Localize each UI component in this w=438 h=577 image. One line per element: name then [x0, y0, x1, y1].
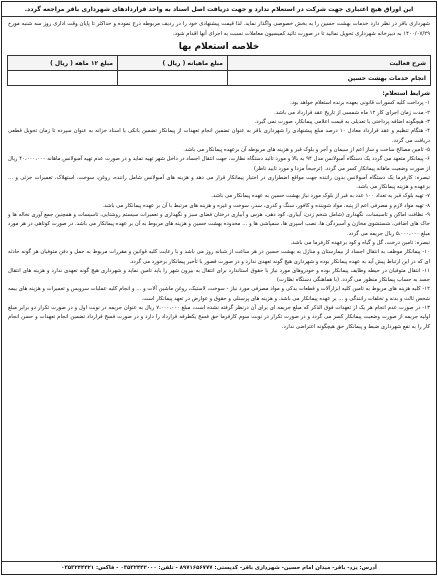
list-item: تبصره: تامین درخت، گل و گیاه و کود برعهده کارفرما می باشد. — [290, 239, 430, 246]
list-item: ۱۳- در صورت عدم انجام هر یک از تعهدات فوق الذکر که مبلغ جریمه ای برای آن درنظر گرفته نشده است، مبلغ ۷،۰۰۰،۰۰۰ ریال به عنوان جریمه در نوبت اول و در صورت تکرار دو برابر مبلغ اولیه جریمه از صورت وضعیت پیمانکار کسر می گردد و در صورت تکرار در نوبت سوم کارفرما حق فسخ یکطرفه قرارداد را دارد و در صورت فسخ قرارداد تضمین انجام تعهدات و حسن انجام کار را به نفع شهرداری ضبط و پیمانکار حق هیچگونه اعتراضی ندارد. — [8, 305, 430, 330]
summary-table-header-row — [8, 56, 431, 71]
summary-table — [7, 55, 431, 86]
list-item: ۱۱- انتقال متوفیان در حیطه وظایف پیمانکار بوده و خودروهای مورد نیاز با حقوق استاندارد برای انتقال به بیرون شهر را باید تامین نماید و شهرداری هیچ گونه تعهدی ندارد و هزینه های انتقال جسد به حساب پیمانکار منظور می گردد. (با هماهنگی دستگاه نظارت) — [8, 267, 430, 284]
col-header-annual: مبلغ ۱۲ ماهه ( ریال ) — [8, 56, 118, 71]
list-item: ۳- هیچگونه اضافه پرداختی یا تعدیلی به قیمت اعلامی پیمانکار، صورت نمی گیرد. — [254, 119, 430, 126]
document-page — [1, 1, 437, 575]
cell-annual — [8, 71, 118, 86]
list-item: ۱۰- پیمانکار موظف به انتقال اجساد از بیمارستان و منازل به بهشت حسین در هر ساعت از شبانه روز می باشد و با رعایت کلیه قوانین و مقررات مربوط به حمل و دفن متوفیان هر گونه حادثه ای که در این ارتباط پیش آید به عهده پیمانکار بوده و شهرداری هیچ گونه تعهدی ندارد و در صورت قصور یا تأخیر پیمانکار برخورد می گردد. — [8, 249, 430, 265]
list-item: ۷- تهیه بلوک قبر به تعداد ۱۰۰ عدد به قبر از بلوک مورد نیاز بهشت حسین به عهده پیمانکار می باشد. — [211, 193, 430, 200]
list-item: ۸- تهیه مواد لازم و مصرفی اعم از پنبه، مواد شوینده و کافور، سنگ و کدری، سدر، سوخت و غیره و هزینه های مرتبط با آن بر عهده پیمانکار می باشد. — [102, 202, 430, 209]
intro-paragraph: شهرداری باقر در نظر دارد خدمات بهشت حسین را به بخش خصوصی واگذار نماید. لذا قیمت پیشنهادی خود را در ردیف مربوطه درج نموده و حداکثر تا پایان وقت اداری روز سه شنبه مورخ ۱۴۰۰/۰۷/۲۹ به دبیرخانه شهرداری تحویل نمائید تا در صورت تائید کمیسیون معاملات نسبت به اجرای آنها اقدام شود. — [8, 21, 430, 37]
conditions-section — [2, 86, 436, 332]
conditions-list — [8, 99, 430, 331]
list-item: ۶- پیمانکار متعهد می گردد یک دستگاه آمبولانس مدل ۹۴ به بالا و مورد تائید دستگاه نظارت، جهت انتقال اجساد در داخل شهر تهیه نماید و در صورت عدم تهیه آمبولانس ماهانه ۴۰،۰۰۰،۰۰۰ ریال از صورت وضعیت ماهانه پیمانکار کسر می گردد. (ترجیحاً مزدا و مورد تایید ناظر) — [8, 156, 430, 172]
table-row — [8, 71, 431, 86]
cell-activity: انجام خدمات بهشت حسین — [227, 71, 430, 86]
notice-banner: این اوراق هیچ اعتباری جهت شرکت در استعلام ندارد و جهت دریافت اصل اسناد به واحد قراردادهای شهرداری باقر مراجعه گردد. — [2, 2, 436, 17]
document-title: خلاصه استعلام بها — [178, 42, 260, 53]
list-item: ۲- مدت زمان اجرای کار ۱۲ ماه شمسی از تاریخ عقد قرارداد می باشد. — [274, 109, 430, 116]
list-item: ۱- پرداخت کلیه کسورات قانونی بعهده برنده استعلام خواهد بود. — [290, 100, 430, 107]
conditions-heading: شرایط استعلام: — [382, 90, 430, 98]
list-item: ۵- تامین مصالح ساخت و ساز اعم از سیمان و آجر و بلوک قبر و هزینه های مربوطه آن برعهده پیمانکار می باشد. — [183, 146, 430, 153]
list-item: ۴- هنگام تنظیم و عقد قرارداد معادل ۱۰ درصد مبلغ پیشنهادی را شهرداری باقر به عنوان تضمین انجام تعهدات از پیمانکار تضمین بانکی یا اسناد خزانه به عنوان سپرده تا زمان تحویل قطعی دریافت می گردد. — [8, 128, 431, 144]
list-item: تبصره: کارفرما یک دستگاه آمبولانس بدون راننده جهت مواقع اضطراری در اختیار پیمانکار قرار می دهد و هزینه های آمبولانس شامل راننده، روغن، سوخت، استهلاک، تعمیرات جزئی و ... برعهده و هزینه پیمانکار می باشد. — [8, 174, 430, 191]
list-item: ۹- نظافت اماکن و تاسیسات، نگهداری (شامل شخم زدن، آبیاری، کود دهی، هرس و آبیاری درختان فضای سبز و نگهداری و تعمیرات سیستم روشنایی، تاسیسات و همچنین جمع آوری نخاله ها و خاک های اضافی، شستشوی مخازن و آسیردگی ها، نصب اسپری ها، سمپاشی ها و ... محدوده بهشت حسین و هزینه های مربوط به آن بر عهده پیمانکار می باشد. در صورت کوتاهی در هر مورد مبلغ ۵،۰۰۰،۰۰۰ ریال جریمه می گردد. — [8, 212, 430, 237]
footer-address: آدرس: یزد- باقر- میدان امام حسین- شهرداری باقر- کدپستی: ۸۹۷۱۶۵۶۷۷۷ - تلفن: ۰۳۵۳۲۴۴۲۰۰۰ - فاکس: ۰۳۵۳۲۴۴۴۲۱ — [2, 561, 436, 574]
col-header-activity: شرح فعالیت — [227, 56, 430, 71]
cell-monthly — [118, 71, 228, 86]
col-header-monthly: مبلغ ماهیانه ( ریال ) — [118, 56, 228, 71]
list-item: ۱۲- کلیه هزینه های مربوط به تامین کلیه ابزارآلات و قطعات یدکی و مواد مصرفی مورد نیاز - سوخت، لاستیک، روغن ماشین آلات و ... و انجام کلیه عملیات سرویس و تعمیرات و هزینه های بیمه شخص ثالث و بدنه و تخلفات رانندگی و ... بر عهده پیمانکار می باشد. و هزینه های پرسنلی و حقوق و عوارض در تعهد پیمانکار است. — [8, 286, 430, 302]
